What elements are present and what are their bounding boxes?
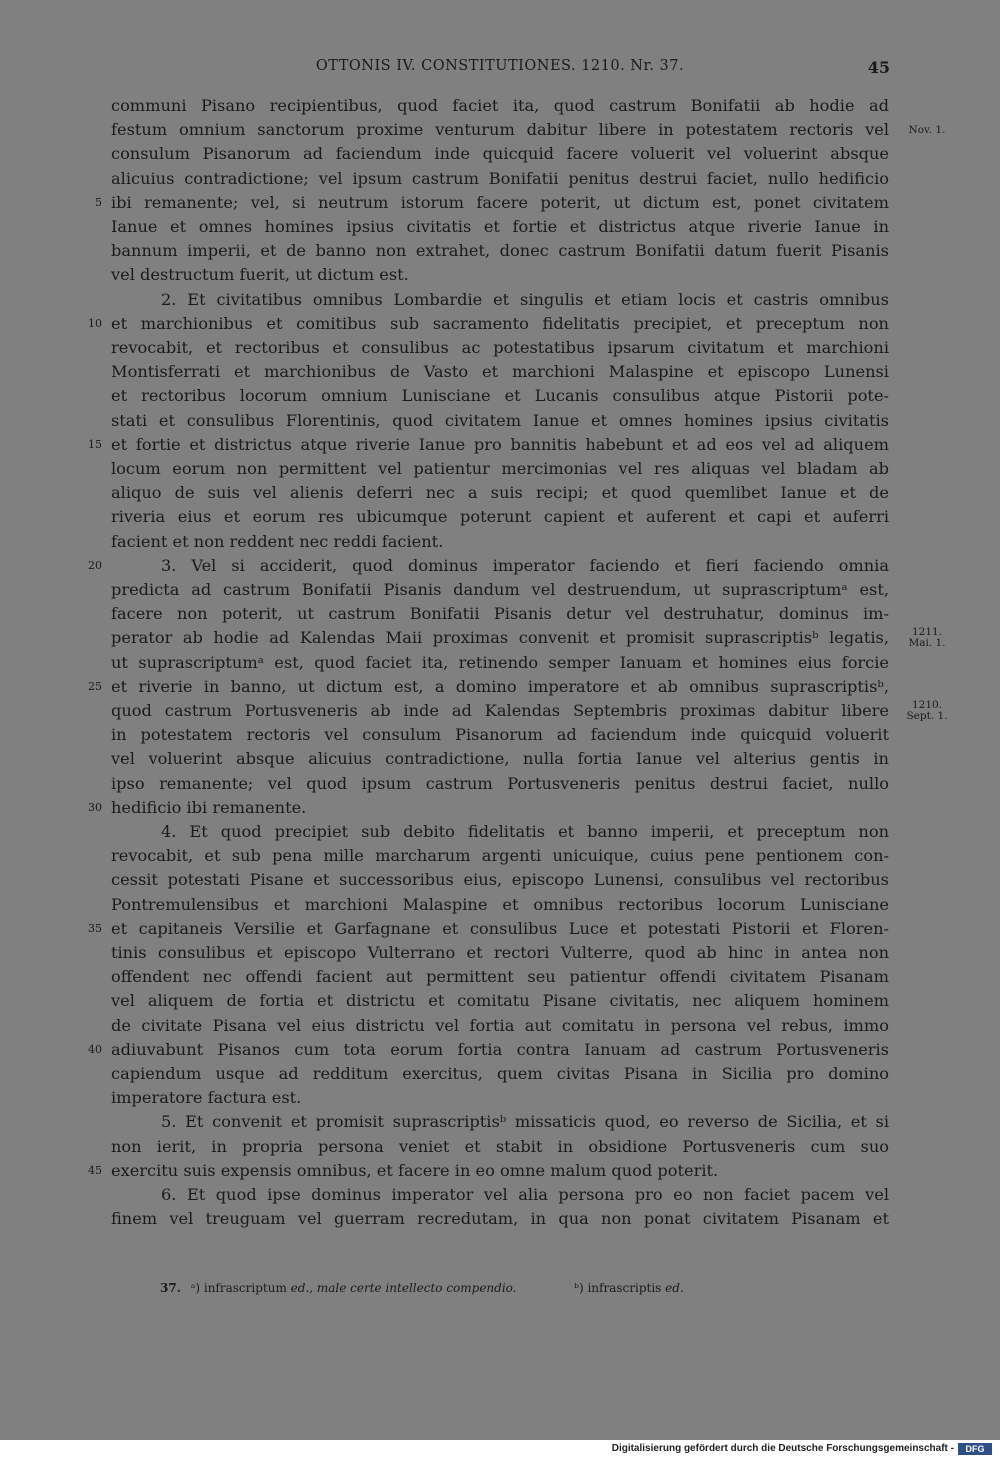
footnote-a-word: infrascriptum bbox=[203, 1281, 287, 1295]
text-line: capiendum usque ad redditum exercitus, quem civitas Pisana in Sicilia pro domino bbox=[111, 1064, 889, 1083]
footnote-b-comment: ed. bbox=[665, 1281, 684, 1295]
text-line: et riverie in banno, ut dictum est, a domino imperatore et ab omnibus suprascriptisᵇ, bbox=[111, 676, 889, 696]
text-line: bannum imperii, et de banno non extrahet, donec castrum Bonifatii datum fuerit Pisanis bbox=[111, 241, 889, 261]
text-line: alicuius contradictione; vel ipsum castrum Bonifatii penitus destrui faciet, nullo hedificio bbox=[111, 168, 889, 188]
footer-credit: Digitalisierung gefördert durch die Deutsche Forschungsgemeinschaft - bbox=[611, 1443, 954, 1454]
text-line: 6. Et quod ipse dominus imperator vel alia persona pro eo non faciet pacem vel bbox=[161, 1185, 889, 1204]
text-line: Ianue et omnes homines ipsius civitatis et fortie et districtus atque riverie Ianue in bbox=[111, 217, 889, 236]
text-line: finem vel treuguam vel guerram recredutam, in qua non ponat civitatem Pisanam et bbox=[111, 1209, 889, 1229]
text-line: predicta ad castrum Bonifatii Pisanis dandum vel destruendum, ut suprascriptumᵃ est, bbox=[111, 580, 889, 599]
text-line: perator ab hodie ad Kalendas Maii proximas convenit et promisit suprascriptisᵇ legatis, bbox=[111, 628, 889, 648]
text-line: et rectoribus locorum omnium Lunisciane et Lucanis consulibus atque Pistorii pote- bbox=[111, 386, 889, 406]
dfg-logo[interactable]: DFG bbox=[958, 1443, 992, 1455]
text-line: offendent nec offendi facient aut permittent seu patientur offendi civitatem Pisanam bbox=[111, 967, 889, 987]
text-line: et fortie et districtus atque riverie Ianue pro bannitis habebunt et ad eos vel ad aliquem bbox=[111, 434, 889, 454]
margin-date-note bbox=[897, 118, 957, 142]
text-line: et marchionibus et comitibus sub sacramento fidelitatis precipiet, et preceptum non bbox=[111, 313, 889, 333]
footer-bar bbox=[0, 1440, 1000, 1459]
text-line: vel voluerint absque alicuius contradictione, nulla fortia Ianue vel alterius gentis in bbox=[111, 749, 889, 769]
margin-note-line: Mai. 1. bbox=[908, 637, 946, 650]
text-line: communi Pisano recipientibus, quod faciet ita, quod castrum Bonifatii ab hodie ad bbox=[111, 96, 889, 115]
text-line: cessit potestati Pisane et successoribus eius, episcopo Lunensi, consulibus vel rectoribus bbox=[111, 870, 889, 890]
page-number: 45 bbox=[867, 58, 890, 77]
text-line: Montisferrati et marchionibus de Vasto et marchioni Malaspine et episcopo Lunensi bbox=[111, 362, 889, 382]
text-line: aliquo de suis vel alienis deferri nec a suis recipi; et quod quemlibet Ianue et de bbox=[111, 483, 889, 503]
text-line: de civitate Pisana vel eius districtu vel fortia aut comitatu in persona vel rebus, immo bbox=[111, 1015, 889, 1035]
header-title: OTTONIS IV. CONSTITUTIONES. 1210. Nr. 37. bbox=[315, 58, 685, 74]
line-number: 20 bbox=[88, 558, 102, 572]
text-line: ipso remanente; vel quod ipsum castrum Portusveneris penitus destrui faciet, nullo bbox=[111, 773, 889, 793]
margin-note-line: 1211. bbox=[911, 626, 943, 639]
line-number: 15 bbox=[88, 437, 102, 451]
footnote-b-word: infrascriptis bbox=[587, 1281, 662, 1295]
text-line: hedificio ibi remanente. bbox=[111, 797, 307, 817]
text-line: in potestatem rectoris vel consulum Pisanorum ad faciendum inde quicquid voluerit bbox=[111, 725, 889, 745]
line-number: 5 bbox=[95, 195, 102, 209]
text-line: Pontremulensibus et marchioni Malaspine et omnibus rectoribus locorum Lunisciane bbox=[111, 894, 889, 914]
text-line: tinis consulibus et episcopo Vulterrano et rectori Vulterre, quod ab hinc in antea non bbox=[111, 943, 889, 962]
text-line: exercitu suis expensis omnibus, et facere in eo omne malum quod poterit. bbox=[111, 1160, 719, 1180]
text-line: et capitaneis Versilie et Garfagnane et consulibus Luce et potestati Pistorii et Floren- bbox=[111, 918, 889, 938]
running-header bbox=[110, 58, 890, 78]
text-line: stati et consulibus Florentinis, quod civitatem Ianue et omnes homines ipsius civitatis bbox=[111, 410, 889, 430]
text-line: 4. Et quod precipiet sub debito fidelitatis et banno imperii, et preceptum non bbox=[161, 822, 889, 841]
margin-date-note bbox=[897, 700, 957, 722]
text-line: revocabit, et sub pena mille marcharum argenti unicuique, cuius pene pentionem con- bbox=[111, 846, 889, 866]
text-line: consulum Pisanorum ad faciendum inde quicquid facere voluerit vel voluerint absque bbox=[111, 144, 889, 164]
footnote-number: 37. bbox=[160, 1281, 181, 1295]
line-number: 45 bbox=[88, 1163, 102, 1177]
line-number: 30 bbox=[88, 800, 102, 814]
text-line: vel destructum fuerit, ut dictum est. bbox=[111, 265, 409, 285]
text-line: vel aliquem de fortia et districtu et comitatu Pisane civitatis, nec aliquem hominem bbox=[111, 991, 889, 1011]
line-number: 25 bbox=[88, 679, 102, 693]
text-line: imperatore factura est. bbox=[111, 1088, 302, 1108]
text-line: facient et non reddent nec reddi facient. bbox=[111, 531, 444, 551]
text-line: 3. Vel si acciderit, quod dominus imperator faciendo et fieri faciendo omnia bbox=[161, 555, 889, 575]
footnote bbox=[160, 1280, 920, 1296]
text-line: ibi remanente; vel, si neutrum istorum facere poterit, ut dictum est, ponet civitatem bbox=[111, 192, 889, 212]
footnote-a-comment: ed., male certe intellecto compendio. bbox=[290, 1281, 517, 1295]
line-number: 35 bbox=[88, 921, 102, 935]
text-line: 5. Et convenit et promisit suprascriptisᵇ missaticis quod, eo reverso de Sicilia, et si bbox=[161, 1112, 889, 1132]
text-line: 2. Et civitatibus omnibus Lombardie et singulis et etiam locis et castris omnibus bbox=[161, 289, 889, 309]
text-line: facere non poterit, ut castrum Bonifatii Pisanis detur vel destruhatur, dominus im- bbox=[111, 604, 889, 624]
footnote-b-mark: ᵇ) bbox=[574, 1281, 584, 1295]
text-line: ut suprascriptumᵃ est, quod faciet ita, retinendo semper Ianuam et homines eius forcie bbox=[111, 652, 889, 672]
margin-note-line: Sept. 1. bbox=[906, 710, 948, 722]
text-line: festum omnium sanctorum proxime venturum dabitur libere in potestatem rectoris vel bbox=[111, 120, 889, 140]
text-line: adiuvabunt Pisanos cum tota eorum fortia contra Ianuam ad castrum Portusveneris bbox=[111, 1039, 889, 1059]
margin-note-line: 1210. bbox=[911, 699, 943, 711]
text-line: riveria eius et eorum res ubicumque poterunt capient et auferent et capi et auferri bbox=[111, 507, 889, 527]
line-number: 40 bbox=[88, 1042, 102, 1056]
text-line: non ierit, in propria persona veniet et stabit in obsidione Portusveneris cum suo bbox=[111, 1136, 889, 1156]
text-line: revocabit, et rectoribus et consulibus ac potestatibus ipsarum civitatum et marchioni bbox=[111, 338, 889, 357]
margin-date-note bbox=[897, 627, 957, 649]
margin-note-line: Nov. 1. bbox=[908, 124, 946, 137]
line-number: 10 bbox=[88, 316, 102, 330]
text-line: locum eorum non permittent vel patientur mercimonias vel res aliquas vel bladam ab bbox=[111, 459, 889, 478]
text-line: quod castrum Portusveneris ab inde ad Kalendas Septembris proximas dabitur libere bbox=[111, 701, 889, 720]
footnote-a-mark: ᵃ) bbox=[190, 1281, 201, 1295]
